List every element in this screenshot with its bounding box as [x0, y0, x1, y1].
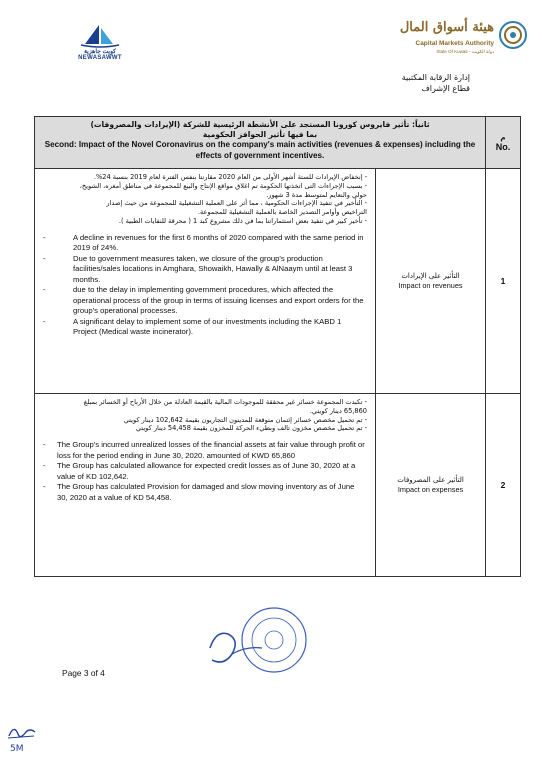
row-2-category: [376, 394, 486, 577]
row-2-english: [43, 440, 367, 503]
row-1-en-item: due to the delay in implementing government procedures, which affected the operational process of the group in terms of issuing licenses and export orders for the group's operational processes.: [73, 285, 364, 316]
list-item: - Due to government measures taken, we closure of the group's production facilities/sales locations in Amghara, Showaikh, Hawally & AlNaaym until at least 3 months.: [43, 253, 353, 284]
heading-english: Second: Impact of the Novel Coronavirus on the company's main activities (revenues & expenses) including the effects of government incentives.: [44, 140, 476, 160]
list-item: - The Group's incurred unrealized losses of the financial assets at fair value through profit or loss for the period ending in June 30, 2020. amounted of KWD 65,860: [43, 440, 365, 460]
list-item: - A significant delay to implement some of our investments including the KABD 1 Project (Medical waste incinerator).: [43, 316, 342, 337]
row-2-number: 2: [486, 394, 521, 577]
sail-icon: [77, 22, 123, 48]
table-header-row: [35, 117, 521, 169]
cma-logo-arabic: هيئة أسواق المال: [399, 20, 494, 35]
row-1-number: 1: [486, 169, 521, 394]
row-1-en-item: A decline in revenues for the first 6 months of 2020 compared with the same period in 2019 of 24%.: [73, 232, 364, 253]
heading-arabic-2: بما فيها تأثير الحوافز الحكومية: [202, 130, 318, 139]
table-row: [35, 394, 521, 577]
table-row: [35, 169, 521, 394]
row-2-en-item: The Group has calculated allowance for expected credit losses as of June 30, 2020 at a value of KD 102,642.: [57, 461, 356, 481]
row-2-ar-line: 65,860 دينار كويتي.: [309, 406, 367, 415]
row-2-en-item: The Group's incurred unrealized losses of the financial assets at fair value through profit or loss for the period ending in June 30, 2020. amounted of KWD 65,860: [57, 440, 365, 460]
row-1-english: [43, 233, 367, 338]
cma-logo: [399, 18, 528, 64]
department-line-1: إدارة الرقابة المكتبية: [401, 73, 470, 82]
row-1-en-item: A significant delay to implement some of our investments including the KABD 1 Project (Medical waste incinerator).: [73, 316, 342, 337]
row-2-ar-line: - تم تحميل مخصص مخزون تالف وبطيء الحركة للمخزون بقيمة 54,458 دينار كويتي: [135, 424, 367, 433]
row-1-ar-line: - تأخير كبير في تنفيذ بعض استثماراتنا بما في ذلك مشروع كبد 1 ( محرقة للنفايات الطبية ).: [118, 216, 367, 225]
row-1-category-ar: التأثير على الإيرادات: [401, 272, 460, 280]
col-no-arabic: م: [500, 133, 506, 142]
page-number: Page 3 of 4: [62, 668, 105, 678]
impact-table: [34, 116, 521, 577]
list-item: - A decline in revenues for the first 6 months of 2020 compared with the same period in 2019 of 24%.: [43, 232, 364, 253]
cma-logo-english: Capital Markets Authority: [415, 40, 494, 47]
row-2-category-en: Impact on expenses: [397, 485, 464, 494]
left-logo-text-en: NEWASAWWT: [78, 55, 122, 61]
kuwait-logo: [70, 22, 130, 61]
row-1-ar-line: حولي والنعايم لمتوسط مدة 3 شهور.: [266, 190, 367, 199]
row-1-ar-line: التراخيص وأوامر التصدير الخاصة بالعملية التشغيلية للمجموعة.: [197, 208, 367, 217]
row-2-arabic: [43, 398, 367, 433]
row-2-en-item: The Group has calculated Provision for damaged and slow moving inventory as of June 30, 2020 at a value of KD 54,458.: [57, 482, 355, 502]
row-2-content: [35, 394, 376, 577]
left-logo-text-ar: كويت جاهزية: [83, 49, 117, 55]
row-1-arabic: [43, 173, 367, 226]
list-item: - The Group has calculated allowance for expected credit losses as of June 30, 2020 at a value of KD 102,642.: [43, 461, 356, 481]
row-1-en-item: Due to government measures taken, we closure of the group's production facilities/sales locations in Amghara, Showaikh, Hawally & AlNaaym until at least 3 months.: [73, 253, 353, 284]
row-2-ar-line: - تم تحميل مخصص خسائر إئتمان متوقعة للمدينون التجاريون بقيمة 102,642 دينار كويتي: [123, 415, 367, 424]
cma-logo-sub: State Of Kuwait - دولة الكويت: [436, 49, 494, 54]
row-1-content: [35, 169, 376, 394]
list-item: - The Group has calculated Provision for damaged and slow moving inventory as of June 30, 2020 at a value of KD 54,458.: [43, 482, 355, 502]
table-heading: [35, 117, 486, 169]
row-1-ar-line: - إنخفاض الإيرادات للستة أشهر الأولى من العام 2020 مقارنتا بنفس الفترة لعام 2019 بنسبة 24%.: [93, 173, 367, 181]
cma-emblem-icon: [498, 20, 528, 50]
heading-arabic-1: ثانياً: تأثير فايروس كورونا المستجد على الأنشطة الرئيسية للشركة (الإيرادات والمصروفات): [90, 120, 430, 129]
col-no-header: [486, 117, 521, 169]
row-1-ar-line: - التأخير في تنفيذ الإجراءات الحكومية ، مما أثر على العملية التشغيلية للمجموعة من حيث إصدار: [106, 199, 367, 208]
row-1-category: [376, 169, 486, 394]
handwritten-note: 5M: [10, 744, 24, 754]
row-2-category-ar: التأثير على المصروفات: [397, 476, 464, 484]
company-stamp: [206, 596, 324, 682]
row-1-ar-line: - بسبب الإجراءات التى اتخذتها الحكومة تم اغلاق مواقع الإنتاج والبيع للمجموعة في مناطق أمغره، الشويخ،: [79, 181, 367, 190]
row-2-ar-line: - تكبدت المجموعة خسائر غير محققة للموجودات المالية بالقيمة العادلة من خلال الأرباح أو الخسائر بمبلغ: [83, 398, 367, 406]
col-no-english: No.: [495, 141, 511, 152]
row-1-category-en: Impact on revenues: [398, 281, 463, 290]
department-line-2: قطاع الإشراف: [421, 84, 470, 93]
department-block: [402, 72, 470, 94]
list-item: - due to the delay in implementing government procedures, which affected the operational process of the group in terms of issuing licenses and export orders for the group's operational processes.: [43, 285, 364, 316]
handwritten-initials: [6, 718, 38, 754]
